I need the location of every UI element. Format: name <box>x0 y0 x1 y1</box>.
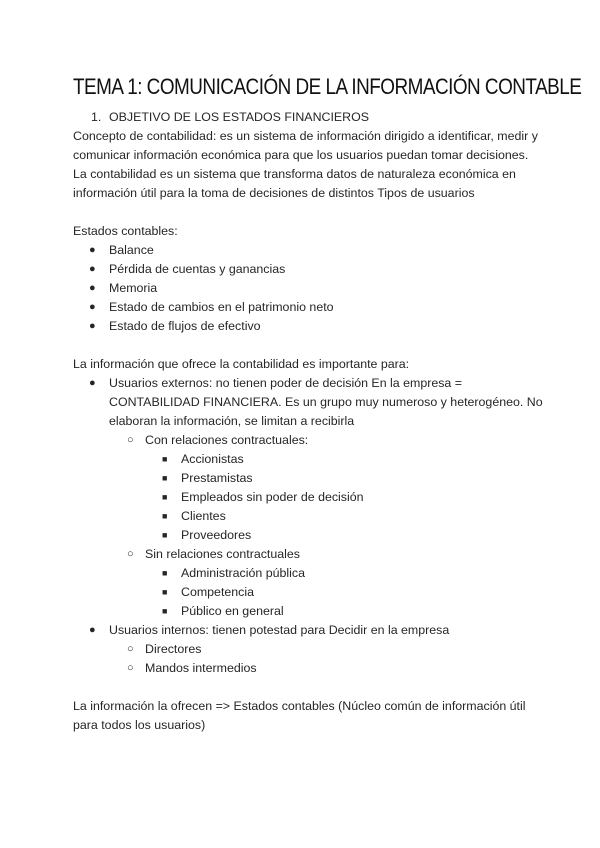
list-item: ■ Empleados sin poder de decisión <box>73 488 543 507</box>
square-bullet-icon: ■ <box>162 492 168 502</box>
definition-paragraph-2: La contabilidad es un sistema que transforma datos de naturaleza económica en información útil para la toma de decisiones de distintos Tipos de usuarios <box>73 167 516 200</box>
con-relaciones-item: ○ Con relaciones contractuales: <box>73 431 543 450</box>
bullet-icon: ● <box>89 244 96 256</box>
bullet-icon: ● <box>89 377 96 389</box>
section-number: 1. <box>91 110 102 124</box>
list-item: ● Balance <box>73 241 543 260</box>
bullet-icon: ● <box>89 320 96 332</box>
list-item: ■ Prestamistas <box>73 469 543 488</box>
list-item: ■ Administración pública <box>73 564 543 583</box>
square-bullet-icon: ■ <box>162 473 168 483</box>
list-item: ■ Público en general <box>73 602 543 621</box>
bullet-icon: ● <box>89 301 96 313</box>
square-bullet-icon: ■ <box>162 530 168 540</box>
section-heading <box>73 108 543 127</box>
list-item: ● Estado de cambios en el patrimonio neto <box>73 298 543 317</box>
circle-bullet-icon: ○ <box>127 434 134 446</box>
section-label: OBJETIVO DE LOS ESTADOS FINANCIEROS <box>109 110 370 124</box>
list-item: ■ Competencia <box>73 583 543 602</box>
square-bullet-icon: ■ <box>162 587 168 597</box>
estados-list <box>73 241 543 336</box>
usuarios-externos-item: ● Usuarios externos: no tienen poder de decisión En la empresa = CONTABILIDAD FINANCIERA. Es un grupo muy numeroso y heterogéneo. No elaboran la información, se limitan a recibirla <box>89 376 543 428</box>
list-item: ○ Directores <box>73 640 543 659</box>
square-bullet-icon: ■ <box>162 568 168 578</box>
definition-paragraph: Concepto de contabilidad: es un sistema de información dirigido a identificar, medir y comunicar información económica para que los usuarios puedan tomar decisiones. <box>73 129 538 162</box>
list-item: ● Memoria <box>73 279 543 298</box>
list-item: ■ Clientes <box>73 507 543 526</box>
bullet-icon: ● <box>89 282 96 294</box>
circle-bullet-icon: ○ <box>127 548 134 560</box>
list-item: ■ Proveedores <box>73 526 543 545</box>
sin-relaciones-item: ○ Sin relaciones contractuales <box>73 545 543 564</box>
usuarios-list <box>73 374 543 678</box>
list-item: ■ Accionistas <box>73 450 543 469</box>
document-page <box>73 70 582 735</box>
usuarios-heading: La información que ofrece la contabilidad es importante para: <box>73 357 410 371</box>
bullet-icon: ● <box>89 624 96 636</box>
square-bullet-icon: ■ <box>162 511 168 521</box>
bullet-icon: ● <box>89 263 96 275</box>
circle-bullet-icon: ○ <box>127 662 134 674</box>
list-item: ● Estado de flujos de efectivo <box>73 317 543 336</box>
square-bullet-icon: ■ <box>162 454 168 464</box>
square-bullet-icon: ■ <box>162 606 168 616</box>
estados-heading: Estados contables: <box>73 224 178 238</box>
circle-bullet-icon: ○ <box>127 643 134 655</box>
list-item: ○ Mandos intermedios <box>73 659 543 678</box>
list-item: ● Pérdida de cuentas y ganancias <box>73 260 543 279</box>
page-title: TEMA 1: COMUNICACIÓN DE LA INFORMACIÓN CONTABLE <box>73 74 582 99</box>
usuarios-internos-item: ● Usuarios internos: tienen potestad para Decidir en la empresa <box>73 621 543 640</box>
conclusion-paragraph: La información la ofrecen => Estados contables (Núcleo común de información útil para todos los usuarios) <box>73 699 526 732</box>
